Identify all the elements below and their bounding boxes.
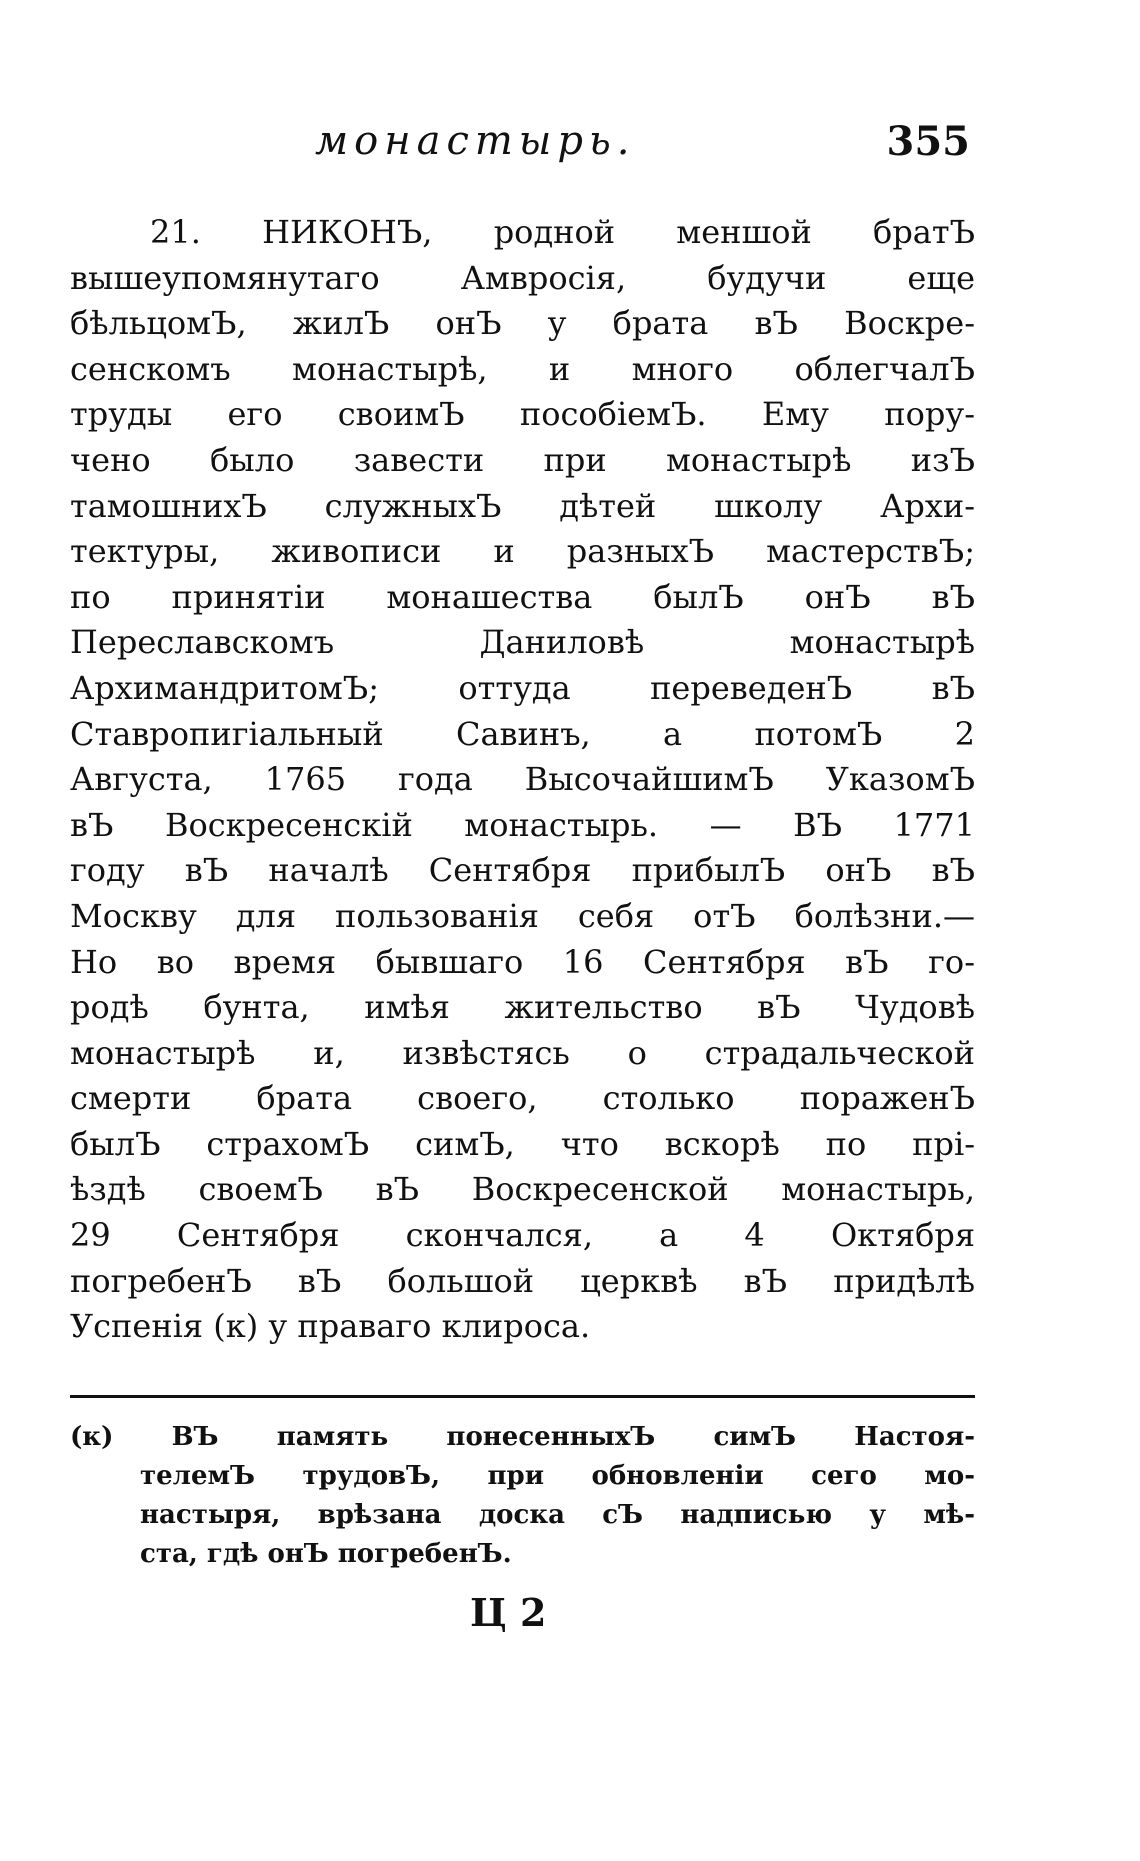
text-line: Москву для пользованія себя отЪ болѣзни.—	[70, 896, 975, 935]
text-line: Августа, 1765 года ВысочайшимЪ УказомЪ	[70, 760, 975, 799]
text-line: Но во время бывшаго 16 Сентября вЪ го-	[70, 942, 975, 981]
text-line: по принятіи монашества былЪ онЪ вЪ	[70, 577, 975, 616]
text-line: былЪ страхомЪ симЪ, что вскорѣ по прі-	[70, 1124, 975, 1163]
text-line: АрхимандритомЪ; оттуда переведенЪ вЪ	[70, 668, 975, 707]
text-line: 21. НИКОНЪ, родной меншой братЪ	[150, 213, 975, 251]
text-line: Успенія (к) у праваго клироса.	[70, 1307, 591, 1346]
text-line: вышеупомянутаго Амвросія, будучи еще	[70, 258, 975, 297]
text-line: году вЪ началѣ Сентября прибылЪ онЪ вЪ	[70, 851, 975, 890]
text-line: Переславскомъ Даниловѣ монастырѣ	[70, 623, 975, 662]
running-title: монастырь.	[315, 118, 636, 164]
text-line: ѣздѣ своемЪ вЪ Воскресенской монастырь,	[70, 1170, 975, 1209]
text-line: сенскомъ монастырѣ, и много облегчалЪ	[70, 349, 975, 388]
footnote-line: (к) ВЪ память понесенныхЪ симЪ Настоя-	[70, 1422, 975, 1452]
footnote	[70, 1418, 975, 1574]
text-line: погребенЪ вЪ большой церквѣ вЪ придѣлѣ	[70, 1261, 975, 1300]
footnote-line: телемЪ трудовЪ, при обновленіи сего мо-	[140, 1461, 975, 1491]
text-line: Ставропигіальный Савинъ, а потомЪ 2	[70, 714, 975, 753]
page-number: 355	[886, 118, 970, 165]
footnote-line: настыря, врѣзана доска сЪ надписью у мѣ-	[140, 1500, 975, 1530]
text-line: 29 Сентября скончался, а 4 Октября	[70, 1216, 975, 1255]
signature-mark: Ц 2	[470, 1590, 547, 1635]
text-line: родѣ бунта, имѣя жительство вЪ Чудовѣ	[70, 988, 975, 1027]
text-line: тектуры, живописи и разныхЪ мастерствЪ;	[70, 532, 975, 571]
text-line: тамошнихЪ служныхЪ дѣтей школу Архи-	[70, 486, 975, 525]
text-line: чено было завести при монастырѣ изЪ	[70, 440, 975, 479]
text-line: вЪ Воскресенскій монастырь. — ВЪ 1771	[70, 805, 975, 844]
text-line: смерти брата своего, столько пораженЪ	[70, 1079, 975, 1118]
text-line: бѣльцомЪ, жилЪ онЪ у брата вЪ Воскре-	[70, 304, 975, 343]
footnote-divider	[70, 1395, 975, 1398]
running-head	[70, 118, 970, 178]
text-line: монастырѣ и, извѣстясь о страдальческой	[70, 1033, 975, 1072]
main-text	[70, 210, 975, 1350]
text-line: труды его своимЪ пособіемЪ. Ему пору-	[70, 395, 975, 434]
footnote-line: ста, гдѣ онЪ погребенЪ.	[140, 1539, 512, 1569]
